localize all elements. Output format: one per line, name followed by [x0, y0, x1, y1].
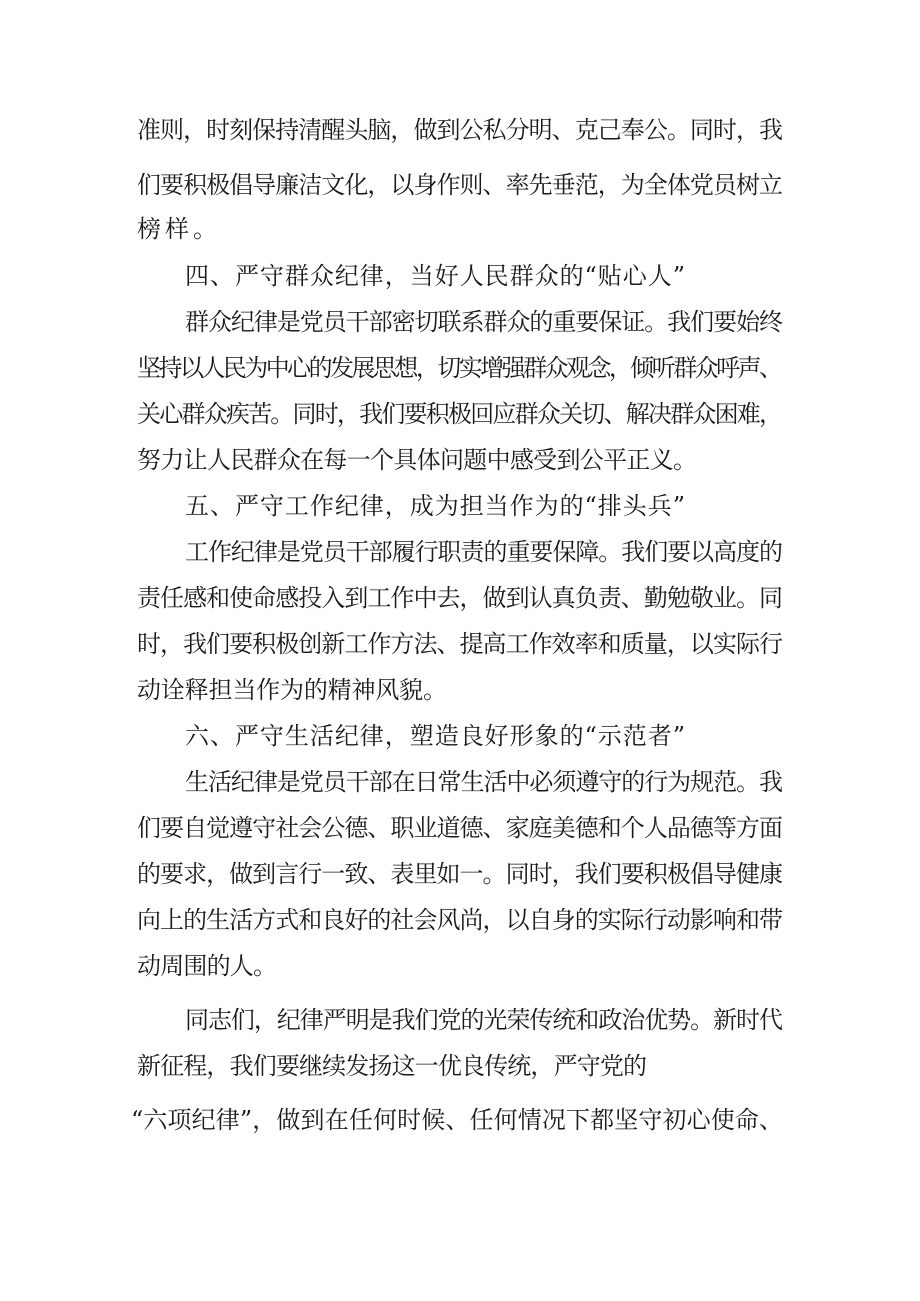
- line-text: 责任感和使命感投入到工作中去，做到认真负责、勤勉敬业。同: [137, 584, 783, 612]
- line-text: 榜样。: [137, 215, 221, 243]
- line-text: 同志们，纪律严明是我们党的光荣传统和政治优势。新时代: [185, 1006, 782, 1034]
- line-text: 动周围的人。: [137, 952, 277, 980]
- line-text: 关心群众疾苦。同时，我们要积极回应群众关切、解决群众困难，: [137, 400, 782, 428]
- line-text: 群众纪律是党员干部密切联系群众的重要保证。我们要始终: [185, 308, 782, 336]
- line-text: 时，我们要积极创新工作方法、提高工作效率和质量，以实际行: [137, 630, 783, 658]
- line-text: 动诠释担当作为的精神风貌。: [137, 676, 447, 704]
- line-text: 工作纪律是党员干部履行职责的重要保障。我们要以高度的: [185, 538, 782, 566]
- line-text: 坚持以人民为中心的发展思想，切实增强群众观念，倾听群众呼声、: [137, 354, 781, 382]
- line-text: 准则，时刻保持清醒头脑，做到公私分明、克己奉公。同时，我: [137, 116, 783, 144]
- line-text: 生活纪律是党员干部在日常生活中必须遵守的行为规范。我: [185, 768, 782, 796]
- line-text: 努力让人民群众在每一个具体问题中感受到公平正义。: [137, 446, 697, 474]
- line-text: 向上的生活方式和良好的社会风尚，以自身的实际行动影响和带: [137, 906, 783, 934]
- line-text: 的要求，做到言行一致、表里如一。同时，我们要积极倡导健康: [137, 860, 783, 888]
- heading-text: 五、严守工作纪律，成为担当作为的“排头兵”: [185, 492, 686, 520]
- line-text: 们要积极倡导廉洁文化，以身作则、率先垂范，为全体党员树立: [137, 171, 783, 199]
- heading-text: 四、严守群众纪律，当好人民群众的“贴心人”: [185, 262, 686, 290]
- line-text: 们要自觉遵守社会公德、职业道德、家庭美德和个人品德等方面: [137, 814, 783, 842]
- heading-text: 六、严守生活纪律，塑造良好形象的“示范者”: [185, 722, 686, 750]
- line-text: “六项纪律”，做到在任何时候、任何情况下都坚守初心使命、: [131, 1106, 784, 1134]
- line-text: 新征程，我们要继续发扬这一优良传统，严守党的: [137, 1052, 647, 1080]
